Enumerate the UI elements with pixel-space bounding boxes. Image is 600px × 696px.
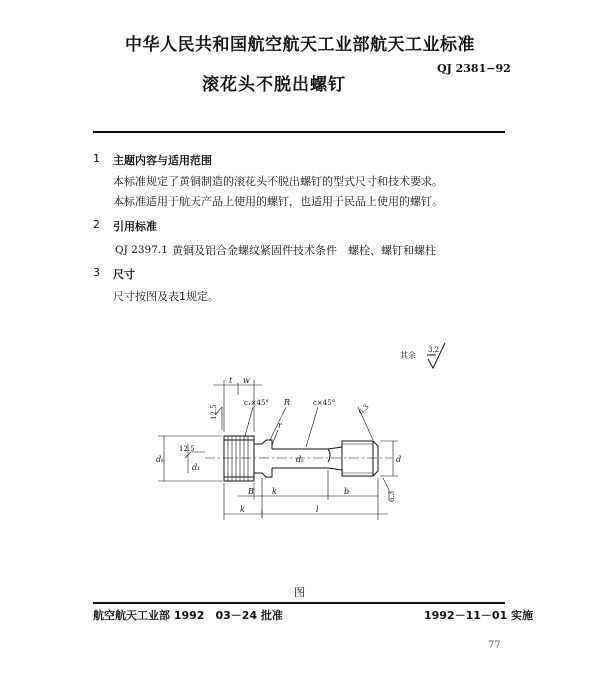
label-c1x45: c₁×45° <box>244 399 269 407</box>
standard-code: QJ 2381−92 <box>437 62 511 75</box>
label-r63-top: 6.3 <box>357 402 371 417</box>
label-w: w <box>243 376 250 385</box>
section-1-paragraph-1: 本标准规定了黄铜制造的滚花头不脱出螺钉的型式尺寸和技术要求。 <box>113 175 443 188</box>
section-3-title: 尺寸 <box>113 268 135 281</box>
label-t: t <box>229 376 233 385</box>
thread-section <box>342 441 373 476</box>
implementation-date: 1992－11－01 实施 <box>424 609 534 622</box>
label-b: b <box>344 487 350 496</box>
roughness-value: 3.2 <box>428 346 440 354</box>
page-header: 中华人民共和国航空航天工业部航天工业标准 <box>125 35 475 55</box>
page-number: 77 <box>488 640 501 651</box>
label-ds: dₛ <box>296 455 304 464</box>
label-B: B <box>248 487 254 496</box>
label-r63-bottom: 6.3 <box>388 490 396 502</box>
section-1-title: 主题内容与适用范围 <box>113 154 212 167</box>
document-title: 滚花头不脱出螺钉 <box>202 75 346 95</box>
label-R: R <box>284 398 291 407</box>
label-r125-left: 12.5 <box>179 445 195 453</box>
label-cx45: c×45° <box>313 399 336 407</box>
roughness-label: 其余 <box>400 351 416 360</box>
section-1-paragraph-2: 本标准适用于航天产品上使用的螺钉，也适用于民品上使用的螺钉。 <box>113 195 443 208</box>
section-3-number: 3 <box>93 266 100 279</box>
reference-code: QJ 2397.1 <box>115 244 168 256</box>
label-d1: d₁ <box>192 463 201 472</box>
section-2-title: 引用标准 <box>113 220 157 233</box>
section-3-paragraph: 尺寸按图及表1规定。 <box>113 290 219 303</box>
label-r: r <box>278 421 282 430</box>
reference-text: 黄铜及铝合金螺纹紧固件技术条件 螺栓、螺钉和螺柱 <box>172 244 436 257</box>
approval-line: 航空航天工业部 1992 03－24 批准 <box>93 609 283 622</box>
section-2-number: 2 <box>93 218 100 231</box>
label-r125-top: 12.5 <box>210 404 218 420</box>
label-k-upper: k <box>272 487 277 496</box>
section-1-number: 1 <box>93 152 100 165</box>
label-k-lower: k <box>240 505 245 514</box>
figure-caption: 图 <box>294 586 305 599</box>
knurled-head <box>224 436 254 481</box>
label-d: d <box>396 455 402 464</box>
label-l: l <box>316 505 319 514</box>
bottom-rule <box>93 602 505 604</box>
label-dk: dₖ <box>156 455 165 464</box>
